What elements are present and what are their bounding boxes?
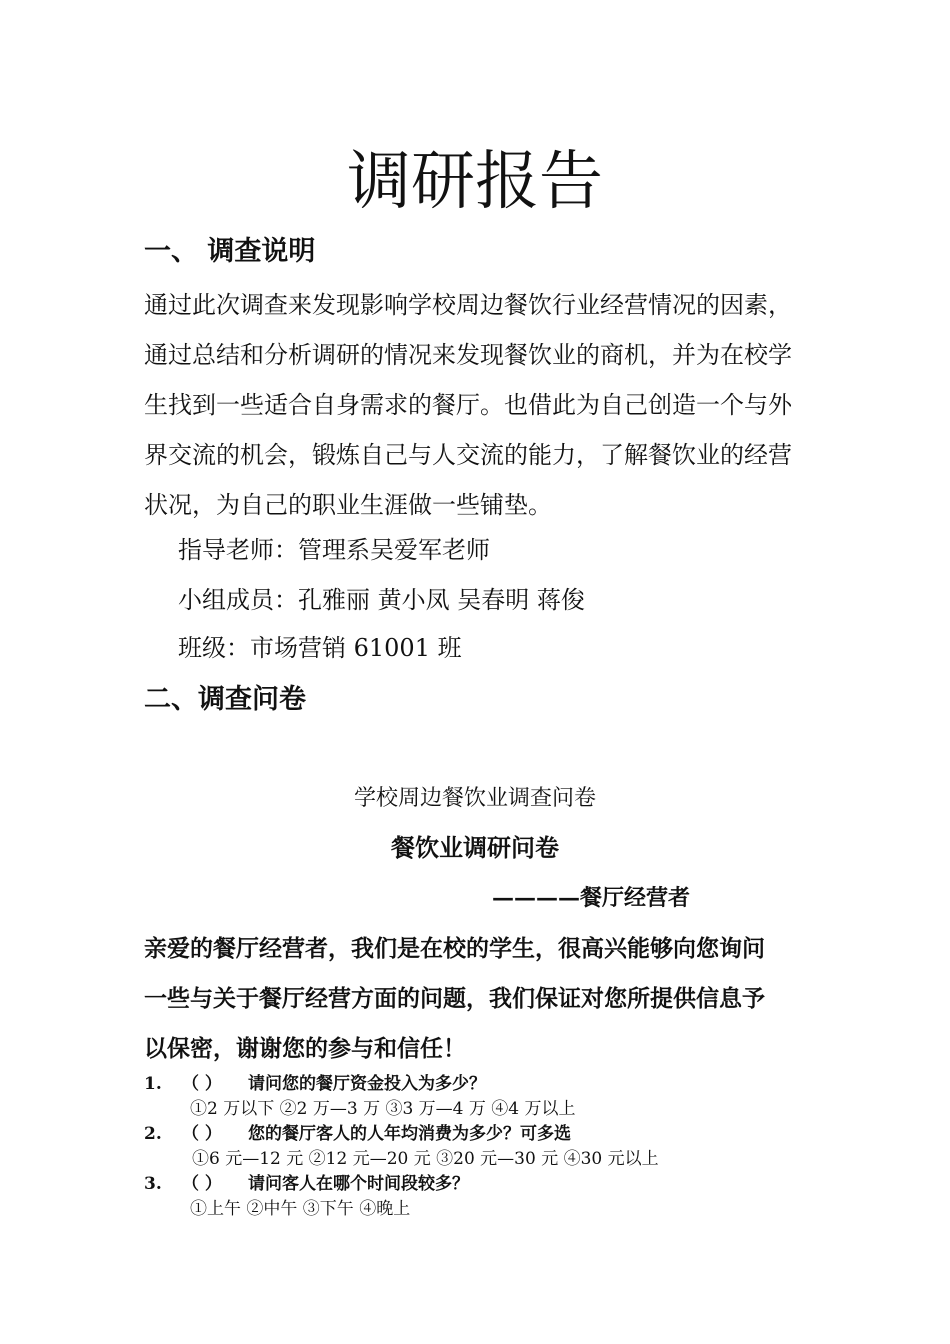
advisor-line: 指导老师：管理系吴爱军老师	[178, 536, 490, 564]
question-text: 您的餐厅客人的人年均消费为多少？可多选	[248, 1124, 571, 1144]
intro-line: 以保密，谢谢您的参与和信任！	[144, 1035, 466, 1062]
question-number: 3.	[144, 1174, 162, 1194]
answer-blank[interactable]: （ ）	[182, 1174, 222, 1194]
question-3-options: ①上午 ②中午 ③下午 ④晚上	[190, 1199, 411, 1219]
question-number: 1.	[144, 1074, 162, 1094]
members-line: 小组成员：孔雅丽 黄小凤 吴春明 蒋俊	[178, 586, 585, 614]
survey-subtitle: 餐饮业调研问卷	[391, 833, 559, 862]
intro-line: 亲爱的餐厅经营者，我们是在校的学生，很高兴能够向您询问	[144, 935, 765, 962]
question-3	[144, 1172, 469, 1196]
section1-paragraph	[144, 280, 814, 530]
intro-line: 一些与关于餐厅经营方面的问题，我们保证对您所提供信息予	[144, 985, 765, 1012]
section2-heading: 二、调查问卷	[144, 684, 306, 715]
question-1	[144, 1072, 486, 1096]
class-line: 班级：市场营销 61001 班	[178, 634, 462, 662]
survey-title: 学校周边餐饮业调查问卷	[353, 786, 596, 811]
question-1-options: ①2 万以下 ②2 万—3 万 ③3 万—4 万 ④4 万以上	[190, 1099, 576, 1119]
question-2	[144, 1122, 571, 1146]
survey-target: ————餐厅经营者	[492, 885, 691, 911]
answer-blank[interactable]: （ ）	[182, 1124, 222, 1144]
question-text: 请问客人在哪个时间段较多？	[248, 1174, 469, 1194]
answer-blank[interactable]: （ ）	[182, 1074, 222, 1094]
paragraph-line: 通过总结和分析调研的情况来发现餐饮业的商机，并为在校学	[144, 341, 792, 369]
question-2-options: ①6 元—12 元 ②12 元—20 元 ③20 元—30 元 ④30 元以上	[192, 1149, 659, 1169]
survey-intro	[144, 924, 765, 1074]
section1-heading: 一、 调查说明	[144, 236, 316, 267]
question-number: 2.	[144, 1124, 162, 1144]
question-text: 请问您的餐厅资金投入为多少？	[248, 1074, 486, 1094]
paragraph-line: 状况，为自己的职业生涯做一些铺垫。	[144, 491, 552, 519]
paragraph-line: 通过此次调查来发现影响学校周边餐饮行业经营情况的因素，	[144, 291, 792, 319]
paragraph-line: 生找到一些适合自身需求的餐厅。也借此为自己创造一个与外	[144, 391, 792, 419]
document-title: 调研报告	[347, 145, 603, 219]
paragraph-line: 界交流的机会，锻炼自己与人交流的能力，了解餐饮业的经营	[144, 441, 792, 469]
